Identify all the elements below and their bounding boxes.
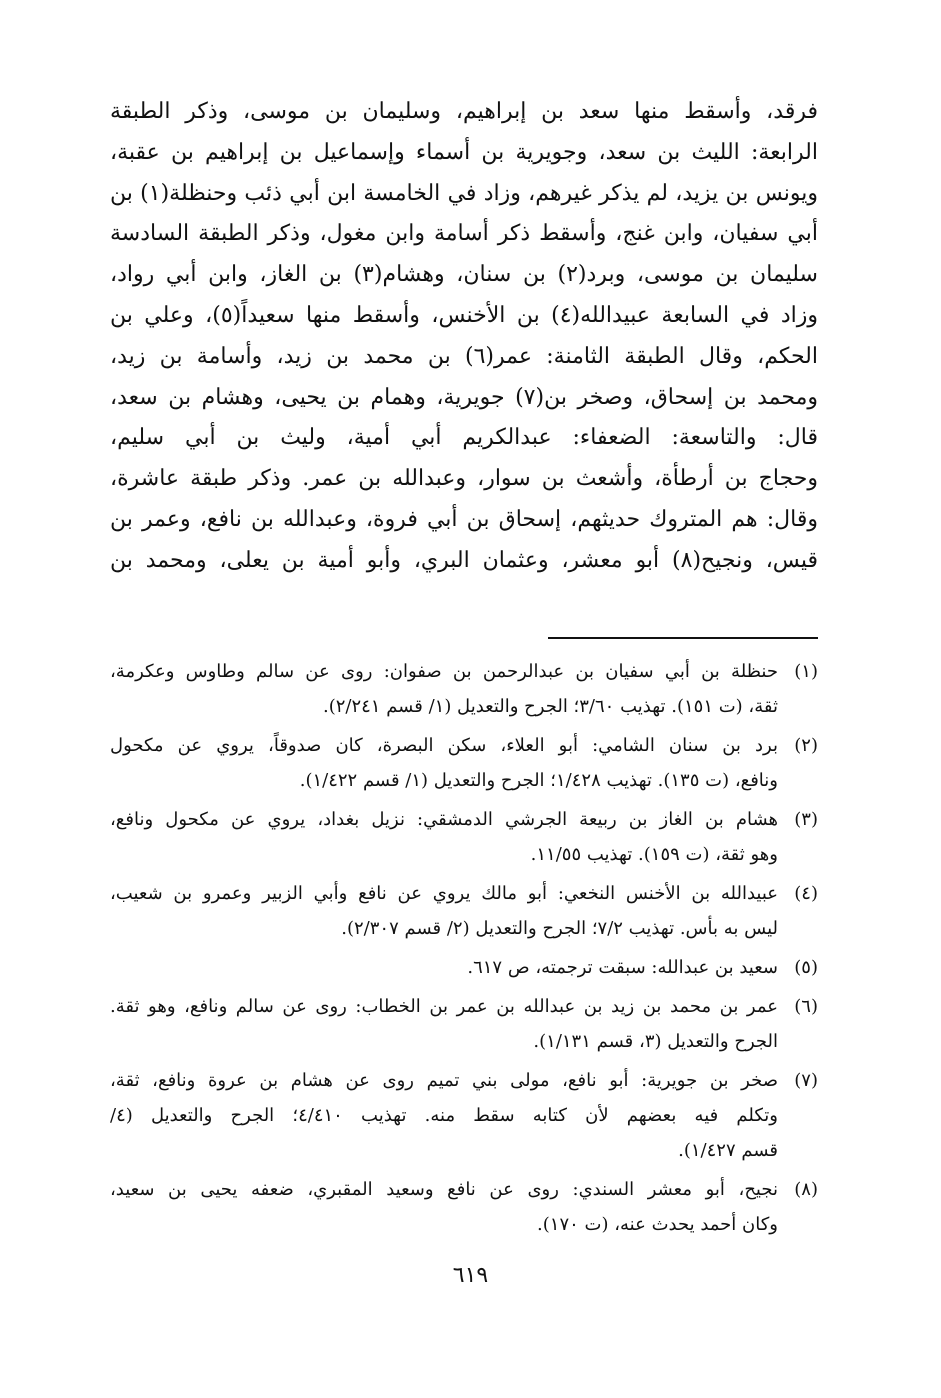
footnote-line: قسم ١/٤٢٧).: [678, 1140, 778, 1161]
footnote-1: [110, 654, 818, 724]
footnote-separator-rule: [548, 637, 818, 639]
footnotes-section: [110, 654, 818, 1246]
footnote-8: [110, 1172, 818, 1242]
footnote-line: عبيدالله بن الأخنس النخعي: أبو مالك يروي عن نافع وأبي الزبير وعمرو بن شعيب،: [110, 883, 778, 904]
footnote-number: (٣): [794, 809, 818, 830]
footnote-body: [110, 876, 778, 946]
page-number: ٦١٩: [452, 1263, 489, 1288]
footnote-line: حنظلة بن أبي سفيان بن عبدالرحمن بن صفوان: روى عن سالم وطاوس وعكرمة،: [110, 661, 778, 682]
main-text-line: الحكم، وقال الطبقة الثامنة: عمر(٦) بن محمد بن زيد، وأسامة بن زيد،: [110, 343, 818, 369]
footnote-number: (٦): [794, 996, 818, 1017]
footnote-line: وهو ثقة، (ت ١٥٩). تهذيب ١١/٥٥.: [530, 844, 778, 865]
footnote-line: برد بن سنان الشامي: أبو العلاء، سكن البصرة، كان صدوقاً، يروي عن مكحول: [110, 735, 778, 756]
main-text-line: ومحمد بن إسحاق، وصخر بن(٧) جويرية، وهمام بن يحيى، وهشام بن سعد،: [110, 384, 818, 410]
footnote-line: عمر بن محمد بن زيد بن عبدالله بن عمر بن الخطاب: روى عن سالم ونافع، وهو ثقة.: [110, 996, 778, 1017]
main-text-line: أبي سفيان، وابن غنج، وأسقط ذكر أسامة وابن مغول، وذكر الطبقة السادسة: [110, 221, 818, 247]
footnote-body: [110, 989, 778, 1059]
footnote-3: [110, 802, 818, 872]
main-text-line: سليمان بن موسى، وبرد(٢) بن سنان، وهشام(٣) بن الغاز، وابن أبي رواد،: [110, 262, 818, 288]
main-text-block: [110, 92, 818, 582]
footnote-4: [110, 876, 818, 946]
main-text-line: ويونس بن يزيد، لم يذكر غيرهم، وزاد في الخامسة ابن أبي ذئب وحنظلة(١) بن: [110, 180, 818, 206]
footnote-2: [110, 728, 818, 798]
main-text-line: قيس، ونجيح(٨) أبو معشر، وعثمان البري، وأبو أمية بن يعلى، ومحمد بن: [110, 547, 818, 573]
footnote-body: [110, 950, 778, 985]
footnote-body: [110, 654, 778, 724]
footnote-line: الجرح والتعديل (٣، قسم ١/١٣١).: [533, 1031, 778, 1052]
footnote-7: [110, 1063, 818, 1168]
footnote-line: سعيد بن عبدالله: سبقت ترجمته، ص ٦١٧.: [467, 957, 778, 978]
main-text-line: الرابعة: الليث بن سعد، وجويرية بن أسماء وإسماعيل بن إبراهيم بن عقبة،: [110, 139, 818, 165]
footnote-body: [110, 802, 778, 872]
footnote-line: ثقة، (ت ١٥١). تهذيب ٣/٦٠؛ الجرح والتعديل (١/ قسم ٢/٢٤١).: [322, 696, 778, 717]
footnote-body: [110, 728, 778, 798]
main-text-line: وحجاج بن أرطأة، وأشعث بن سوار، وعبدالله بن عمر. وذكر طبقة عاشرة،: [110, 466, 818, 492]
footnote-line: وتكلم فيه بعضهم لأن كتابه سقط منه. تهذيب ٤/٤١٠؛ الجرح والتعديل (٤/: [110, 1105, 778, 1126]
page-content: [110, 92, 818, 1235]
footnote-number: (٨): [794, 1179, 818, 1200]
footnote-6: [110, 989, 818, 1059]
main-text-line: قال: والتاسعة: الضعفاء: عبدالكريم أبي أمية، وليث بن أبي سليم،: [110, 425, 818, 451]
footnote-number: (٤): [794, 883, 818, 904]
footnote-number: (٧): [794, 1070, 818, 1091]
main-text-line: وقال: هم المتروك حديثهم، إسحاق بن أبي فروة، وعبدالله بن نافع، وعمر بن: [110, 506, 818, 532]
footnote-number: (١): [794, 661, 818, 682]
footnote-line: نجيح، أبو معشر السندي: روى عن نافع وسعيد المقبري، ضعفه يحيى بن سعيد،: [110, 1179, 778, 1200]
footnote-number: (٢): [794, 735, 818, 756]
footnote-body: [110, 1063, 778, 1168]
footnote-line: ونافع، (ت ١٣٥). تهذيب ١/٤٢٨؛ الجرح والتعديل (١/ قسم ١/٤٢٢).: [299, 770, 778, 791]
main-text-line: فرقد، وأسقط منها سعد بن إبراهيم، وسليمان بن موسى، وذكر الطبقة: [110, 99, 818, 124]
main-text-line: وزاد في السابعة عبيدالله(٤) بن الأخنس، وأسقط منها سعيداً(٥)، وعلي بن: [110, 302, 818, 328]
footnote-line: ليس به بأس. تهذيب ٧/٢؛ الجرح والتعديل (٢/ قسم ٢/٣٠٧).: [341, 918, 778, 939]
footnote-line: وكان أحمد يحدث عنه، (ت ١٧٠).: [537, 1214, 778, 1235]
footnote-5: [110, 950, 818, 985]
footnote-body: [110, 1172, 778, 1242]
footnote-number: (٥): [794, 957, 818, 978]
footnote-line: هشام بن الغاز بن ربيعة الجرشي الدمشقي: نزيل بغداد، يروي عن مكحول ونافع،: [110, 809, 778, 830]
footnote-line: صخر بن جويرية: أبو نافع، مولى بني تميم روى عن هشام بن عروة ونافع، ثقة،: [110, 1070, 778, 1091]
